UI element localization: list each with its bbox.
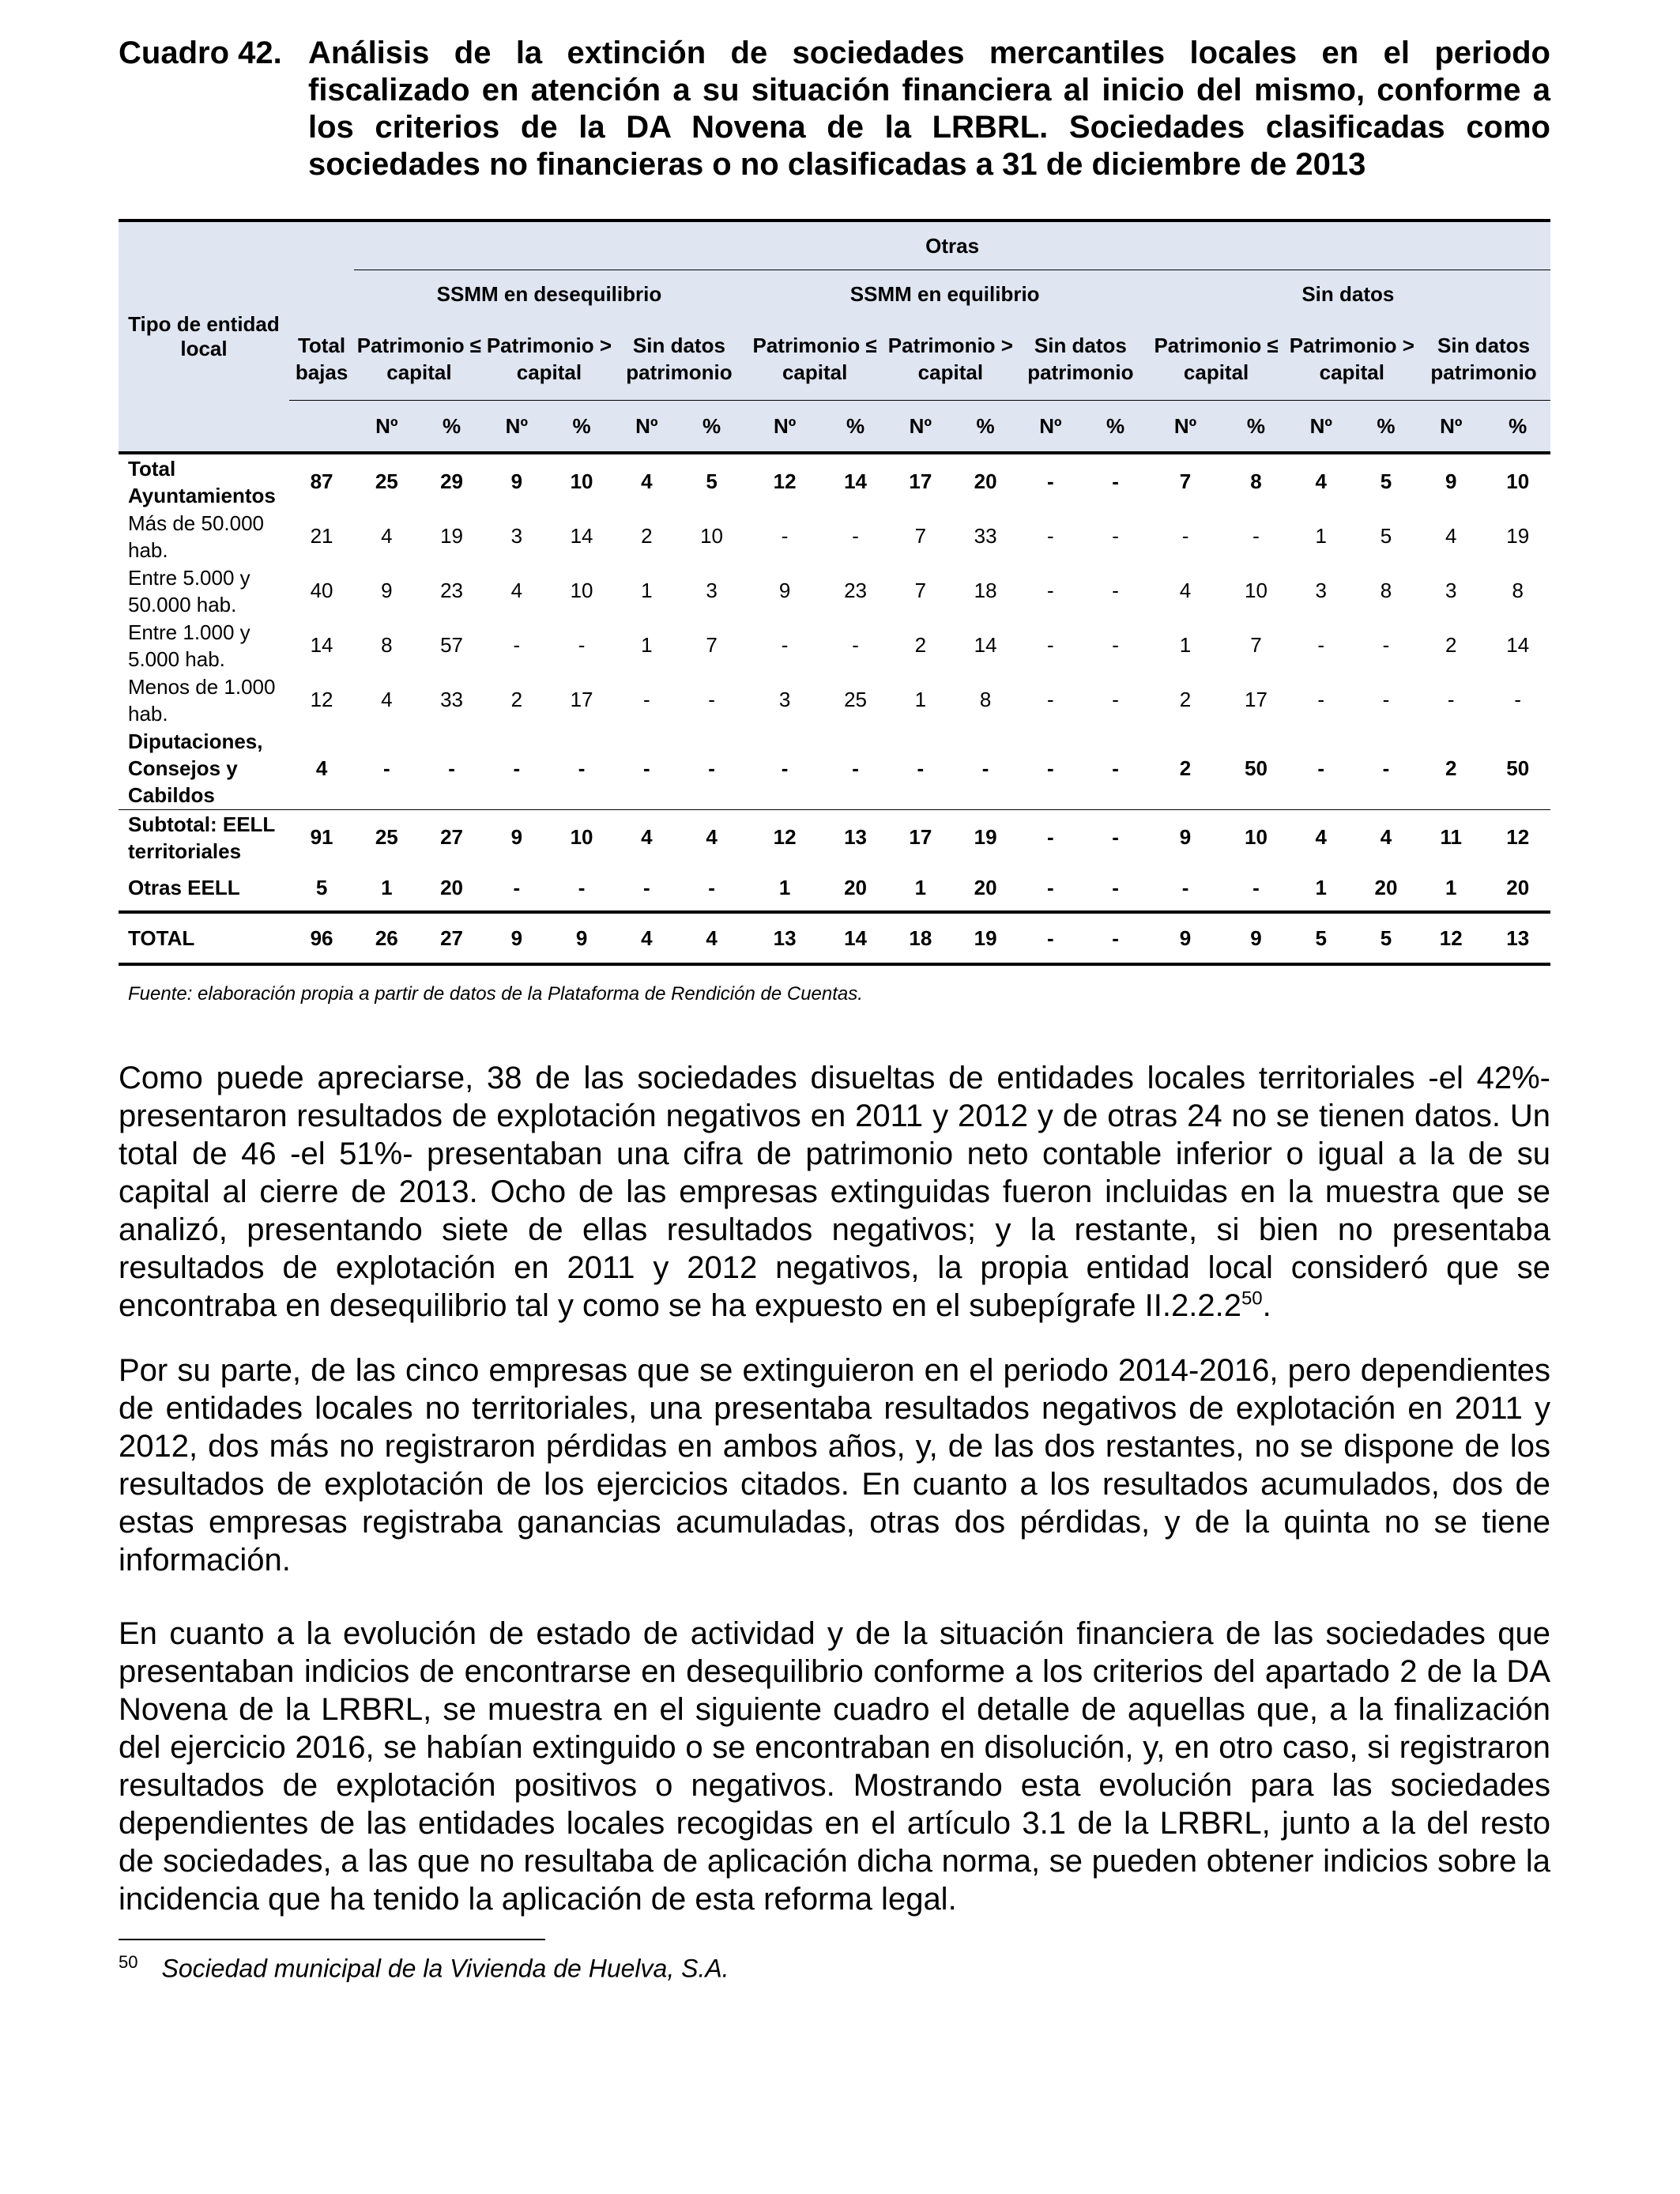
table-cell: 4 — [1355, 810, 1417, 865]
table-cell: 12 — [773, 469, 797, 493]
header-unit-n: Nº — [744, 401, 826, 454]
table-cell: - — [1252, 875, 1260, 899]
table-cell: 8 — [1380, 579, 1392, 602]
table-cell: 27 — [419, 810, 484, 865]
table-cell: 2 — [1179, 756, 1192, 780]
table-row — [119, 673, 1550, 727]
table-cell: 10 — [1225, 810, 1286, 865]
table-cell: - — [981, 756, 989, 780]
table-cell: 5 — [1287, 912, 1355, 964]
header-unit-pct: % — [1225, 401, 1286, 454]
table-cell: - — [1047, 633, 1054, 657]
table-cell: 26 — [354, 912, 419, 964]
table-cell: - — [1112, 633, 1119, 657]
table-cell: - — [1047, 469, 1054, 493]
table-cell: 10 — [700, 524, 724, 548]
table-cell: - — [448, 756, 455, 780]
table-cell: - — [852, 633, 859, 657]
header-ssmm-desequilibrio: SSMM en desequilibrio — [354, 270, 744, 319]
table-cell: - — [708, 688, 715, 711]
footnote-text: Sociedad municipal de la Vivienda de Huelva, S.A. — [161, 1954, 729, 1983]
table-cell: 4 — [1179, 579, 1192, 602]
table-cell: 19 — [955, 810, 1015, 865]
table-cell: 29 — [440, 469, 464, 493]
table-cell: 1 — [1315, 524, 1327, 548]
table-cell: 12 — [1485, 810, 1550, 865]
footnote-divider — [119, 1939, 545, 1940]
table-cell: - — [1047, 579, 1054, 602]
table-cell: 10 — [570, 579, 593, 602]
table-cell: 1 — [1315, 875, 1327, 899]
table-row — [119, 865, 1550, 912]
table-cell: - — [1181, 875, 1189, 899]
table-cell: 1 — [641, 579, 653, 602]
table-cell: 4 — [679, 912, 744, 964]
table-cell: - — [781, 633, 789, 657]
caption-text: Análisis de la extinción de sociedades mercantiles locales en el periodo fiscalizado en atención a su situación financiera al inicio del mismo, conforme a los criterios de la DA Novena de la LRBRL. Sociedades clasificadas como sociedades no financieras o no clasificadas a 31 de diciembre de 2013 — [308, 36, 1550, 182]
table-cell: 9 — [1146, 810, 1226, 865]
header-unit-pct: % — [1086, 401, 1146, 454]
cell-total-bajas: 96 — [289, 912, 354, 964]
table-cell: - — [642, 688, 650, 711]
table-cell: 14 — [974, 633, 997, 657]
table-cell: 14 — [844, 469, 868, 493]
table-row — [119, 912, 1550, 964]
table-cell: - — [1015, 912, 1085, 964]
table-cell: 19 — [955, 912, 1015, 964]
table-cell: - — [513, 875, 521, 899]
table-cell: 5 — [1355, 912, 1417, 964]
table-cell: - — [1112, 688, 1119, 711]
footnote-reference: 50 — [1241, 1287, 1263, 1310]
table-row — [119, 618, 1550, 673]
table-cell: 20 — [844, 875, 868, 899]
table-cell: 10 — [1506, 469, 1530, 493]
table-cell: 7 — [1179, 469, 1192, 493]
row-label: TOTAL — [119, 912, 289, 964]
table-cell: 19 — [440, 524, 464, 548]
table-cell: 23 — [844, 579, 868, 602]
table-cell: 4 — [1315, 469, 1327, 493]
table-cell: 20 — [1374, 875, 1398, 899]
header-unit-n: Nº — [1417, 401, 1485, 454]
header-unit-pct: % — [1485, 401, 1550, 454]
cell-total-bajas: 5 — [315, 875, 328, 899]
table-cell: - — [708, 875, 715, 899]
table-cell: 9 — [381, 579, 393, 602]
table-cell: 1 — [914, 875, 927, 899]
table-row — [119, 564, 1550, 618]
row-label: Más de 50.000 hab. — [128, 511, 265, 562]
paragraph-1 — [119, 1059, 1550, 1325]
header-sub: Patrimonio ≤ capital — [744, 318, 886, 401]
table-cell: 14 — [826, 912, 886, 964]
table-caption — [119, 35, 1550, 183]
table-cell: 4 — [381, 688, 393, 711]
table-cell: - — [1382, 688, 1390, 711]
table-cell: - — [513, 756, 521, 780]
table-cell: - — [1047, 524, 1054, 548]
paragraph-2: Por su parte, de las cinco empresas que se extinguieron en el periodo 2014-2016, pero dependientes de entidades locales no territoriales, una presentaba resultados negativos de explotación en 2011 y 2012, dos más no registraron pérdidas en ambos años, y, de las dos restantes, no se dispone de los resultados de explotación de los ejercicios citados. En cuanto a los resultados acumulados, dos de estas empresas registraba ganancias acumuladas, otras dos pérdidas, y de la quinta no se tiene información. — [119, 1353, 1550, 1578]
table-cell: 1 — [381, 875, 393, 899]
table-cell: 8 — [979, 688, 992, 711]
table-cell: 18 — [974, 579, 997, 602]
table-cell: 3 — [510, 524, 523, 548]
cell-total-bajas: 21 — [310, 524, 333, 548]
cell-total-bajas: 91 — [289, 810, 354, 865]
header-sub: Sin datos patrimonio — [1015, 318, 1146, 401]
table-cell: 4 — [614, 912, 679, 964]
table-cell: - — [1317, 756, 1325, 780]
cell-total-bajas: 4 — [315, 756, 328, 780]
table-cell: 9 — [778, 579, 791, 602]
header-unit-pct: % — [955, 401, 1015, 454]
header-otras: Otras — [354, 221, 1550, 270]
table-cell: 14 — [570, 524, 593, 548]
table-source: Fuente: elaboración propia a partir de datos de la Plataforma de Rendición de Cuentas. — [128, 983, 863, 1005]
table-cell: - — [1047, 756, 1054, 780]
header-sub: Patrimonio > capital — [484, 318, 615, 401]
header-ssmm-equilibrio: SSMM en equilibrio — [744, 270, 1146, 319]
table-row — [119, 727, 1550, 810]
table-cell: 50 — [1245, 756, 1268, 780]
header-unit-pct: % — [679, 401, 744, 454]
table-cell: 18 — [886, 912, 955, 964]
table-cell: 8 — [1512, 579, 1524, 602]
row-label: Entre 5.000 y 50.000 hab. — [128, 565, 250, 616]
table-cell: - — [578, 756, 586, 780]
table-cell: - — [578, 875, 586, 899]
table-cell: 9 — [1445, 469, 1457, 493]
table-cell: 17 — [886, 810, 955, 865]
table-cell: 33 — [974, 524, 997, 548]
table-cell: 19 — [1506, 524, 1530, 548]
table-cell: 5 — [706, 469, 718, 493]
table-cell: - — [1112, 875, 1119, 899]
table-cell: 50 — [1506, 756, 1530, 780]
header-tipo-entidad: Tipo de entidad local — [119, 221, 289, 453]
paragraph-1-end: . — [1262, 1288, 1271, 1323]
data-table — [119, 219, 1550, 966]
header-unit-n: Nº — [886, 401, 955, 454]
table-cell: - — [1112, 524, 1119, 548]
table-cell: 17 — [570, 688, 593, 711]
row-label: Diputaciones, Consejos y Cabildos — [128, 729, 263, 807]
caption-label: Cuadro 42. — [119, 36, 282, 70]
header-total-bajas: Total bajas — [289, 318, 354, 401]
table-cell: 8 — [1250, 469, 1262, 493]
table-cell: 3 — [1445, 579, 1457, 602]
table-cell: - — [852, 756, 859, 780]
table-cell: 4 — [641, 469, 653, 493]
footnote-number: 50 — [119, 1952, 138, 1972]
header-sub: Patrimonio > capital — [1287, 318, 1418, 401]
table-row — [119, 509, 1550, 564]
row-label: Menos de 1.000 hab. — [128, 674, 276, 726]
table-cell: 7 — [914, 579, 927, 602]
table-cell: 1 — [914, 688, 927, 711]
table-cell: 25 — [375, 469, 398, 493]
cell-total-bajas: 40 — [310, 579, 333, 602]
table-cell: - — [781, 756, 789, 780]
table-cell: 10 — [549, 810, 614, 865]
table-cell: 17 — [909, 469, 932, 493]
table-cell: 23 — [440, 579, 464, 602]
table-cell: 2 — [510, 688, 523, 711]
table-cell: 7 — [706, 633, 718, 657]
table-cell: 20 — [1506, 875, 1530, 899]
header-sub: Patrimonio ≤ capital — [1146, 318, 1287, 401]
cell-total-bajas: 14 — [310, 633, 333, 657]
table-cell: 9 — [510, 469, 523, 493]
header-sub: Sin datos patrimonio — [614, 318, 744, 401]
footnote — [119, 1952, 729, 1984]
row-label: Otras EELL — [128, 876, 240, 899]
table-cell: - — [1086, 912, 1146, 964]
header-unit-n: Nº — [614, 401, 679, 454]
paragraph-1-text: Como puede apreciarse, 38 de las sociedades disueltas de entidades locales territoriales -el 42%- presentaron resultados de explotación negativos en 2011 y 2012 y de otras 24 no se tienen datos. Un total de 46 -el 51%- presentaban una cifra de patrimonio neto contable inferior o igual a la de su capital al cierre de 2013. Ocho de las empresas extinguidas fueron incluidas en la muestra que se analizó, presentando siete de ellas resultados negativos; y la restante, si bien no presentaba resultados de explotación en 2011 y 2012 negativos, la propia entidad local consideró que se encontraba en desequilibrio tal y como se ha expuesto en el subepígrafe II.2.2.2 — [119, 1061, 1550, 1323]
table-cell: 4 — [679, 810, 744, 865]
header-unit-n: Nº — [1146, 401, 1226, 454]
table-cell: 3 — [706, 579, 718, 602]
header-unit-pct: % — [826, 401, 886, 454]
table-cell: 9 — [549, 912, 614, 964]
table-cell: - — [1112, 756, 1119, 780]
table-cell: - — [1112, 469, 1119, 493]
table-cell: - — [1514, 688, 1522, 711]
table-cell: 8 — [381, 633, 393, 657]
table-cell: 14 — [1506, 633, 1530, 657]
table-cell: 13 — [744, 912, 826, 964]
table-cell: - — [1047, 875, 1054, 899]
table-cell: 7 — [914, 524, 927, 548]
table-cell: 9 — [484, 912, 549, 964]
table-cell: 9 — [1225, 912, 1286, 964]
header-unit-pct: % — [419, 401, 484, 454]
table-cell: 57 — [440, 633, 464, 657]
header-unit-n: Nº — [484, 401, 549, 454]
table-cell: 7 — [1250, 633, 1262, 657]
data-table-wrapper — [119, 219, 1550, 966]
table-cell: 2 — [1179, 688, 1192, 711]
paragraph-3: En cuanto a la evolución de estado de actividad y de la situación financiera de las sociedades que presentaban indicios de encontrarse en desequilibrio conforme a los criterios del apartado 2 de la DA Novena de la LRBRL, se muestra en el siguiente cuadro el detalle de aquellas que, a la finalización del ejercicio 2016, se habían extinguido o se encontraban en disolución, y, en otro caso, si registraron resultados de explotación positivos o negativos. Mostrando esta evolución para las sociedades dependientes de las entidades locales recogidas en el artículo 3.1 de la LRBRL, junto a la del resto de sociedades, a las que no resultaba de aplicación dicha norma, se pueden obtener indicios sobre la incidencia que ha tenido la aplicación de esta reforma legal. — [119, 1616, 1550, 1917]
header-sub: Patrimonio ≤ capital — [354, 318, 484, 401]
header-sub: Sin datos patrimonio — [1417, 318, 1550, 401]
table-cell: 17 — [1245, 688, 1268, 711]
table-cell: - — [1112, 579, 1119, 602]
table-cell: 2 — [1445, 756, 1457, 780]
table-cell: 10 — [570, 469, 593, 493]
table-cell: 10 — [1245, 579, 1268, 602]
table-cell: 3 — [778, 688, 791, 711]
table-cell: 20 — [974, 469, 997, 493]
table-cell: 1 — [641, 633, 653, 657]
table-cell: 27 — [419, 912, 484, 964]
header-unit-pct: % — [1355, 401, 1417, 454]
header-unit-n: Nº — [1015, 401, 1085, 454]
cell-total-bajas: 12 — [310, 688, 333, 711]
table-cell: 2 — [641, 524, 653, 548]
table-cell: 1 — [778, 875, 791, 899]
table-cell: 12 — [744, 810, 826, 865]
table-cell: - — [1181, 524, 1189, 548]
table-cell: 25 — [844, 688, 868, 711]
table-cell: - — [382, 756, 390, 780]
table-cell: 4 — [1445, 524, 1457, 548]
table-cell: 4 — [381, 524, 393, 548]
table-cell: 20 — [440, 875, 464, 899]
table-cell: 12 — [1417, 912, 1485, 964]
table-cell: 13 — [826, 810, 886, 865]
table-cell: - — [578, 633, 586, 657]
table-cell: 2 — [1445, 633, 1457, 657]
table-cell: - — [917, 756, 925, 780]
table-cell: 4 — [1287, 810, 1355, 865]
table-cell: - — [708, 756, 715, 780]
table-cell: 33 — [440, 688, 464, 711]
table-cell: 5 — [1380, 469, 1392, 493]
table-cell: 3 — [1315, 579, 1327, 602]
table-cell: 4 — [614, 810, 679, 865]
table-cell: - — [1317, 688, 1325, 711]
table-cell: - — [1086, 810, 1146, 865]
table-cell: 9 — [1146, 912, 1226, 964]
table-cell: 2 — [914, 633, 927, 657]
table-cell: 13 — [1485, 912, 1550, 964]
row-label: Total Ayuntamientos — [128, 456, 276, 507]
table-cell: - — [1447, 688, 1455, 711]
table-cell: - — [642, 875, 650, 899]
header-sin-datos: Sin datos — [1146, 270, 1550, 319]
table-cell: 5 — [1380, 524, 1392, 548]
table-cell: 9 — [484, 810, 549, 865]
header-unit-n: Nº — [1287, 401, 1355, 454]
header-unit-n: Nº — [354, 401, 419, 454]
table-cell: 4 — [510, 579, 523, 602]
table-cell: - — [1317, 633, 1325, 657]
table-cell: - — [1382, 756, 1390, 780]
row-label: Subtotal: EELL territoriales — [119, 810, 289, 865]
row-label: Entre 1.000 y 5.000 hab. — [128, 620, 250, 671]
table-cell: 20 — [974, 875, 997, 899]
table-cell: - — [1382, 633, 1390, 657]
header-unit-pct: % — [549, 401, 614, 454]
table-cell: - — [1015, 810, 1085, 865]
table-cell: - — [513, 633, 521, 657]
table-row — [119, 453, 1550, 509]
table-cell: 1 — [1445, 875, 1457, 899]
table-cell: - — [642, 756, 650, 780]
table-cell: - — [852, 524, 859, 548]
cell-total-bajas: 87 — [310, 469, 333, 493]
table-cell: - — [1047, 688, 1054, 711]
table-row — [119, 810, 1550, 865]
table-cell: - — [1252, 524, 1260, 548]
table-cell: 1 — [1179, 633, 1192, 657]
table-cell: - — [781, 524, 789, 548]
table-cell: 25 — [354, 810, 419, 865]
table-cell: 11 — [1417, 810, 1485, 865]
header-sub: Patrimonio > capital — [886, 318, 1016, 401]
